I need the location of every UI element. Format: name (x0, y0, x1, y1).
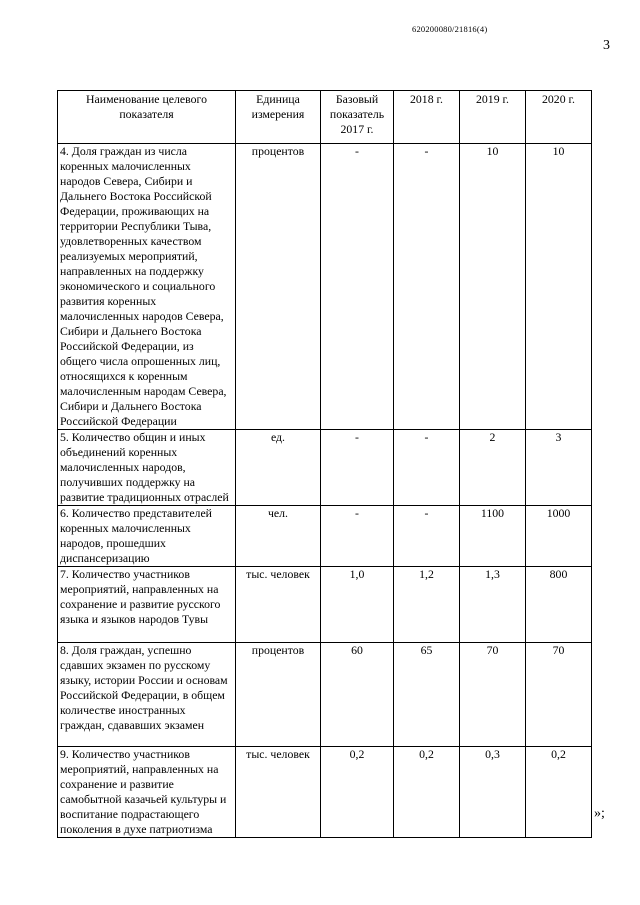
base-value-cell: 0,2 (321, 747, 394, 838)
value-2018-cell: - (394, 430, 460, 506)
column-header-2018: 2018 г. (394, 91, 460, 144)
unit-cell: тыс. человек (236, 747, 321, 838)
table-row (58, 506, 592, 567)
unit-cell: ед. (236, 430, 321, 506)
table-row (58, 567, 592, 643)
value-2020-cell: 0,2 (526, 747, 592, 838)
value-2019-cell: 0,3 (460, 747, 526, 838)
page-number: 3 (603, 38, 610, 53)
value-2019-cell: 10 (460, 144, 526, 430)
value-2018-cell: 1,2 (394, 567, 460, 643)
table-header-row (58, 91, 592, 144)
value-2019-cell: 2 (460, 430, 526, 506)
column-header-2019: 2019 г. (460, 91, 526, 144)
table-row (58, 144, 592, 430)
column-header-base: Базовый показатель 2017 г. (321, 91, 394, 144)
indicators-table (57, 90, 592, 838)
value-2018-cell: - (394, 144, 460, 430)
unit-cell: чел. (236, 506, 321, 567)
value-2020-cell: 800 (526, 567, 592, 643)
indicator-name: 5. Количество общин и иных объединений коренных малочисленных народов, получивших поддержку на развитие традиционных отраслей (58, 430, 236, 506)
value-2020-cell: 1000 (526, 506, 592, 567)
indicator-name: 7. Количество участников мероприятий, направленных на сохранение и развитие русского языка и языков народов Тувы (58, 567, 236, 643)
base-value-cell: - (321, 144, 394, 430)
table-row (58, 747, 592, 838)
indicator-name: 6. Количество представителей коренных малочисленных народов, прошедших диспансеризацию (58, 506, 236, 567)
table-row (58, 430, 592, 506)
unit-cell: тыс. человек (236, 567, 321, 643)
indicator-name: 8. Доля граждан, успешно сдавших экзамен по русскому языку, истории России и основам Российской Федерации, в общем количестве иностранных граждан, сдававших экзамен (58, 643, 236, 747)
base-value-cell: 60 (321, 643, 394, 747)
base-value-cell: - (321, 430, 394, 506)
base-value-cell: 1,0 (321, 567, 394, 643)
value-2018-cell: 65 (394, 643, 460, 747)
column-header-name: Наименование целевого показателя (58, 91, 236, 144)
base-value-cell: - (321, 506, 394, 567)
value-2020-cell: 10 (526, 144, 592, 430)
value-2020-cell: 3 (526, 430, 592, 506)
value-2019-cell: 1100 (460, 506, 526, 567)
value-2019-cell: 70 (460, 643, 526, 747)
closing-quote-mark: »; (594, 806, 605, 821)
value-2018-cell: 0,2 (394, 747, 460, 838)
indicator-name: 4. Доля граждан из числа коренных малочисленных народов Севера, Сибири и Дальнего Востока Российской Федерации, проживающих на территории Республики Тыва, удовлетворенных качеством реализуемых мероприятий, направленных на поддержку экономического и социального развития коренных малочисленных народов Севера, Сибири и Дальнего Востока Российской Федерации, из общего числа опрошенных лиц, относящихся к коренным малочисленным народам Севера, Сибири и Дальнего Востока Российской Федерации (58, 144, 236, 430)
column-header-unit: Единица измерения (236, 91, 321, 144)
document-code: 620200080/21816(4) (412, 24, 488, 34)
value-2020-cell: 70 (526, 643, 592, 747)
column-header-2020: 2020 г. (526, 91, 592, 144)
unit-cell: процентов (236, 144, 321, 430)
unit-cell: процентов (236, 643, 321, 747)
indicator-name: 9. Количество участников мероприятий, направленных на сохранение и развитие самобытной казачьей культуры и воспитание подрастающего поколения в духе патриотизма (58, 747, 236, 838)
value-2018-cell: - (394, 506, 460, 567)
value-2019-cell: 1,3 (460, 567, 526, 643)
table-row (58, 643, 592, 747)
